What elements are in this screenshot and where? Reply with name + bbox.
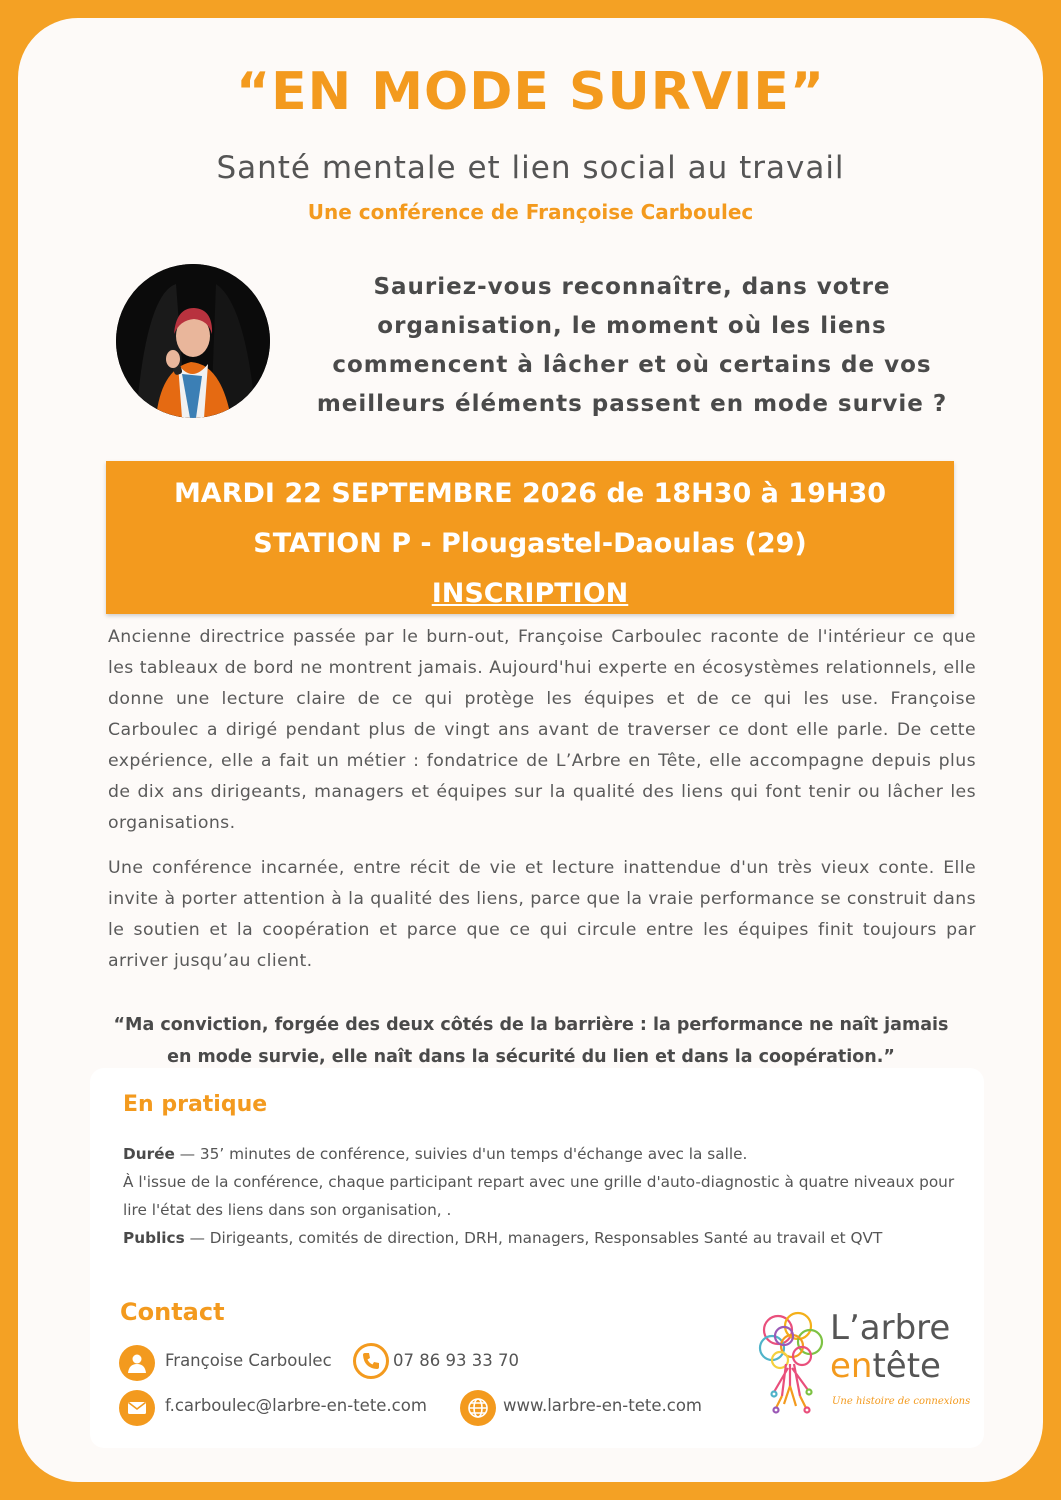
flyer-subtitle: Santé mentale et lien social au travail: [216, 150, 845, 186]
tree-logo-icon: [752, 1308, 832, 1414]
contact-name: Françoise Carboulec: [165, 1351, 332, 1370]
publics-label: Publics: [123, 1229, 185, 1247]
duration-text: — 35’ minutes de conférence, suivies d'un temps d'échange avec la salle.: [174, 1145, 748, 1163]
speaker-photo: [116, 264, 270, 418]
contact-heading: Contact: [120, 1298, 225, 1326]
contact-phone[interactable]: 07 86 93 33 70: [393, 1351, 519, 1370]
speaker-photo-illustration: [116, 264, 270, 418]
email-icon: [119, 1390, 155, 1426]
logo-word-tete: tête: [872, 1346, 941, 1386]
flyer-title: “EN MODE SURVIE”: [235, 62, 826, 122]
duration-line: [123, 1140, 963, 1168]
publics-line: [123, 1224, 963, 1252]
globe-icon: [460, 1390, 496, 1426]
event-location: STATION P - Plougastel-Daoulas (29): [253, 528, 807, 559]
register-link[interactable]: INSCRIPTION: [431, 578, 629, 609]
logo-word-entete: [830, 1346, 941, 1386]
logo-word-arbre: L’arbre: [830, 1308, 951, 1348]
after-conference-text: À l'issue de la conférence, chaque participant repart avec une grille d'auto-diagnostic à quatre niveaux pour lire l'état des liens dans son organisation, .: [123, 1173, 955, 1219]
logo-tagline: Une histoire de connexions: [832, 1396, 971, 1407]
logo-word-en: en: [830, 1346, 873, 1386]
event-date: MARDI 22 SEPTEMBRE 2026 de 18H30 à 19H30: [173, 478, 887, 509]
conviction-quote: “Ma conviction, forgée des deux côtés de la barrière : la performance ne naît jamais en mode survie, elle naît dans la sécurité du lien et dans la coopération.”: [113, 1015, 949, 1067]
description-paragraph: Une conférence incarnée, entre récit de vie et lecture inattendue d'un très vieux conte. Elle invite à porter attention à la qualité des liens, parce que la vraie performance se construit dans le soutien et la coopération et parce que ce qui circule entre les équipes finit toujours par arriver jusqu’au client.: [108, 858, 976, 971]
practical-heading: En pratique: [123, 1092, 268, 1117]
phone-icon: [353, 1343, 389, 1379]
duration-label: Durée: [123, 1145, 175, 1163]
practical-info: [123, 1140, 963, 1252]
publics-text: — Dirigeants, comités de direction, DRH, managers, Responsables Santé au travail et QVT: [184, 1229, 883, 1247]
contact-email[interactable]: f.carboulec@larbre-en-tete.com: [165, 1396, 427, 1415]
person-icon: [119, 1345, 155, 1381]
bio-paragraph: Ancienne directrice passée par le burn-out, Françoise Carboulec raconte de l'intérieur ce que les tableaux de bord ne montrent jamais. Aujourd'hui experte en écosystèmes relationnels, elle donne une lecture claire de ce qui protège les équipes et de ce qui les use. Françoise Carboulec a dirigé pendant plus de vingt ans avant de traverser ce dont elle parle. De cette expérience, elle a fait un métier : fondatrice de L’Arbre en Tête, elle accompagne depuis plus de dix ans dirigeants, managers et équipes sur la qualité des liens qui font tenir ou lâcher les organisations.: [108, 627, 976, 833]
contact-website[interactable]: www.larbre-en-tete.com: [503, 1396, 702, 1415]
flyer-byline: Une conférence de Françoise Carboulec: [307, 200, 754, 224]
lead-question: Sauriez-vous reconnaître, dans votre organisation, le moment où les liens commencent à lâcher et où certains de vos meilleurs éléments passent en mode survie ?: [316, 274, 948, 417]
brand-logo: [752, 1308, 982, 1418]
event-banner: [106, 461, 954, 614]
